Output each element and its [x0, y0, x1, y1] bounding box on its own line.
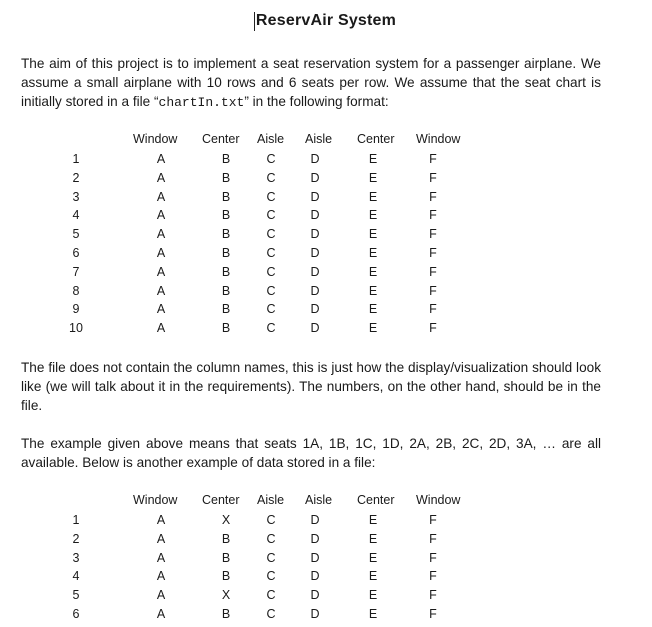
seat-cell: B: [221, 170, 231, 185]
seat-cell: C: [266, 607, 276, 621]
seat-cell: A: [156, 152, 166, 166]
seat-cell: F: [429, 246, 437, 260]
row-number: 9: [72, 302, 80, 317]
seat-cell: B: [221, 321, 231, 336]
seat-cell: F: [429, 152, 437, 166]
column-header: Center: [357, 493, 395, 507]
seat-cell: F: [429, 264, 437, 279]
seat-cell: B: [221, 246, 231, 260]
seat-cell: D: [310, 246, 320, 260]
row-number: 6: [72, 607, 80, 621]
row-number: 3: [72, 189, 80, 204]
seat-cell: F: [429, 189, 437, 204]
seat-cell: F: [429, 321, 437, 336]
row-number: 2: [72, 531, 80, 546]
seat-cell: B: [221, 227, 231, 242]
seat-cell: C: [266, 264, 276, 279]
seat-cell: F: [429, 531, 437, 546]
row-number: 1: [72, 152, 80, 166]
seat-cell: A: [156, 569, 166, 584]
seat-cell: C: [266, 283, 276, 298]
seat-cell: C: [266, 208, 276, 223]
seat-cell: F: [429, 302, 437, 317]
seat-cell: D: [310, 588, 320, 603]
seat-cell: A: [156, 170, 166, 185]
column-header: Window: [133, 493, 178, 507]
row-number: 4: [72, 569, 80, 584]
seat-cell: C: [266, 588, 276, 603]
seat-cell: D: [310, 321, 320, 336]
intro-text-before: The aim of this project is to implement a seat reservation system for a passenger airplane. We assume a small airplane with 10 rows and 6 seats per row. We assume that the seat chart is initially stored in a file “: [21, 56, 601, 109]
seat-cell: A: [156, 607, 166, 621]
seat-cell: A: [156, 588, 166, 603]
seat-cell: A: [156, 550, 166, 565]
filename-code: chartIn.txt: [158, 95, 245, 110]
seat-cell: A: [156, 321, 166, 336]
seat-cell: D: [310, 208, 320, 223]
title-text: ReservAir System: [255, 12, 397, 29]
column-header: Center: [202, 493, 240, 507]
seat-cell: B: [221, 302, 231, 317]
column-header: Window: [133, 132, 178, 146]
seat-cell: E: [368, 321, 378, 336]
column-header: Center: [357, 132, 395, 146]
seat-cell: F: [429, 513, 437, 527]
seat-cell: C: [266, 152, 276, 166]
column-header: Window: [416, 493, 461, 507]
seat-cell: A: [156, 246, 166, 260]
seat-cell: D: [310, 513, 320, 527]
seat-cell: D: [310, 569, 320, 584]
seat-cell: E: [368, 283, 378, 298]
seat-cell: F: [429, 170, 437, 185]
column-header: Aisle: [305, 132, 333, 146]
seat-cell: B: [221, 152, 231, 166]
seat-cell: X: [221, 513, 231, 527]
seat-cell: E: [368, 513, 378, 527]
row-number: 1: [72, 513, 80, 527]
seat-cell: E: [368, 588, 378, 603]
seat-cell: A: [156, 227, 166, 242]
seat-cell: C: [266, 246, 276, 260]
row-number: 5: [72, 588, 80, 603]
seat-cell: C: [266, 170, 276, 185]
seat-cell: C: [266, 189, 276, 204]
seat-cell: B: [221, 264, 231, 279]
intro-paragraph: [21, 54, 601, 112]
seat-cell: B: [221, 531, 231, 546]
seat-cell: C: [266, 513, 276, 527]
seat-cell: B: [221, 189, 231, 204]
seat-cell: X: [221, 588, 231, 603]
seat-cell: A: [156, 189, 166, 204]
seat-cell: B: [221, 569, 231, 584]
seat-cell: A: [156, 531, 166, 546]
seat-cell: B: [221, 550, 231, 565]
seat-cell: A: [156, 283, 166, 298]
row-number: 4: [72, 208, 80, 223]
seat-cell: D: [310, 550, 320, 565]
seat-cell: D: [310, 302, 320, 317]
seat-cell: B: [221, 208, 231, 223]
seat-cell: D: [310, 283, 320, 298]
seat-cell: F: [429, 208, 437, 223]
seat-cell: B: [221, 283, 231, 298]
example-paragraph: The example given above means that seats 1A, 1B, 1C, 1D, 2A, 2B, 2C, 2D, 3A, … are all available. Below is another example of data stored in a file:: [21, 436, 601, 470]
seat-cell: E: [368, 531, 378, 546]
seat-cell: F: [429, 550, 437, 565]
document-title: [0, 12, 652, 30]
seat-cell: C: [266, 321, 276, 336]
seat-cell: C: [266, 550, 276, 565]
seat-cell: E: [368, 189, 378, 204]
row-number: 6: [72, 246, 80, 260]
seat-cell: C: [266, 227, 276, 242]
seat-cell: D: [310, 264, 320, 279]
column-header: Aisle: [257, 132, 285, 146]
seat-cell: E: [368, 227, 378, 242]
seat-cell: E: [368, 264, 378, 279]
seat-cell: F: [429, 607, 437, 621]
column-header: Aisle: [305, 493, 333, 507]
seat-cell: E: [368, 569, 378, 584]
seat-cell: B: [221, 607, 231, 621]
seat-cell: A: [156, 513, 166, 527]
seat-cell: F: [429, 588, 437, 603]
row-number: 5: [72, 227, 80, 242]
seat-cell: D: [310, 170, 320, 185]
seat-cell: C: [266, 302, 276, 317]
seat-cell: E: [368, 246, 378, 260]
row-number: 8: [72, 283, 80, 298]
file-note-paragraph: The file does not contain the column names, this is just how the display/visualization should look like (we will talk about it in the requirements). The numbers, on the other hand, should be in the file.: [21, 360, 601, 413]
column-header: Center: [202, 132, 240, 146]
seat-cell: D: [310, 189, 320, 204]
seat-cell: C: [266, 531, 276, 546]
seat-cell: D: [310, 607, 320, 621]
seat-cell: F: [429, 569, 437, 584]
seat-cell: D: [310, 227, 320, 242]
seat-cell: E: [368, 302, 378, 317]
seat-cell: E: [368, 152, 378, 166]
seat-cell: C: [266, 569, 276, 584]
seat-cell: D: [310, 152, 320, 166]
seat-cell: E: [368, 607, 378, 621]
intro-text-after: ” in the following format:: [244, 94, 389, 109]
row-number: 3: [72, 550, 80, 565]
seat-cell: E: [368, 208, 378, 223]
seat-cell: F: [429, 227, 437, 242]
seat-cell: E: [368, 550, 378, 565]
seat-cell: A: [156, 302, 166, 317]
seat-cell: F: [429, 283, 437, 298]
seat-cell: E: [368, 170, 378, 185]
column-header: Aisle: [257, 493, 285, 507]
row-number: 10: [69, 321, 83, 336]
seat-cell: A: [156, 264, 166, 279]
seat-cell: D: [310, 531, 320, 546]
column-header: Window: [416, 132, 461, 146]
row-number: 2: [72, 170, 80, 185]
seat-cell: A: [156, 208, 166, 223]
row-number: 7: [72, 264, 80, 279]
